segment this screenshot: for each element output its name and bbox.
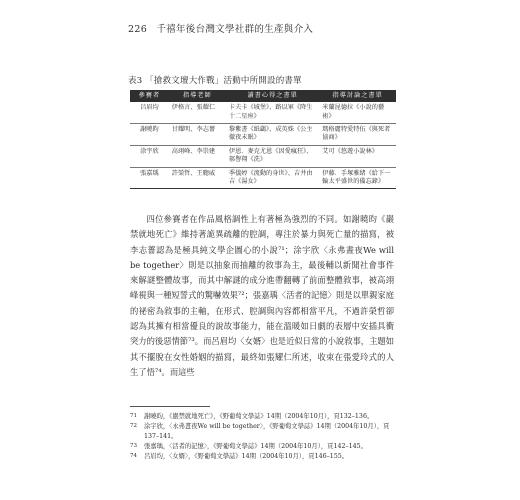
footnote-text: 呂眉均，〈女婿〉，《野葡萄文學誌》14期（2004年10月），頁146–155。 xyxy=(144,453,349,460)
table-row xyxy=(130,124,396,146)
cell-participant: 謝曉昀 xyxy=(130,124,169,146)
cell-report-books: 伊恩．麥克尤恩《因愛瘋狂》、郝譽翔《洗》 xyxy=(226,145,319,167)
footnotes xyxy=(130,412,396,462)
header-mentor: 指導老師 xyxy=(169,90,226,102)
footnote-divider xyxy=(130,406,210,407)
table-header-row xyxy=(130,90,396,102)
cell-discussion-books: 米蘭昆德拉《小說的藝術》 xyxy=(319,102,396,123)
cell-report-books: 黎紫書《紙鷂》、成英姝《公主徹夜未眠》 xyxy=(226,124,319,146)
reading-list-table xyxy=(130,90,396,189)
cell-participant: 呂眉均 xyxy=(130,102,169,123)
body-text xyxy=(130,212,394,380)
table-caption: 表3 「搶救文壇大作戰」活動中所開設的書單 xyxy=(128,76,302,86)
cell-mentor: 高翊峰、李崇建 xyxy=(169,145,226,167)
running-title: 千禧年後台灣文學社群的生產與介入 xyxy=(156,24,314,35)
cell-participant: 張嘉瑀 xyxy=(130,167,169,189)
footnote-number: 74 xyxy=(130,453,137,459)
body-paragraph: 四位參賽者在作品風格調性上有著極為強烈的不同。如謝曉昀《巖禁就地死亡》維持著詭異疏離的腔調，專注於暴力與死亡量的描寫，被李志薔認為是極具純文學企圖心的小說⁷¹；涂宇欣〈永弗晝夜We will be together〉則是以抽象而抽離的敘事為主，最後輔以新聞社會事件來解謎整體故事，而其中解謎的成分進帶翻轉了前面整體敘事，被高翊峰視與一種短誓式的驚嚇效果⁷²；張嘉瑀〈活者的記憶〉則是以單親家庭的祕密為敘事的主軸，在形式、腔調與內容都相當平凡，不過許榮哲卻認為其擁有相當優良的說故事能力，能在溫暖如日劇的表層中安插具衝突力的後惡情節⁷³。而呂眉均〈女婿〉也是近似日常的小說敘事，主題如其不擺脫在女性婚姻的描寫，最終如張耀仁所述，收束在張愛玲式的人生了悟⁷⁴。而這些 xyxy=(130,214,394,377)
footnote-number: 73 xyxy=(130,443,137,449)
cell-discussion-books: 艾可《悠遊小說林》 xyxy=(319,145,396,167)
table-row xyxy=(130,145,396,167)
page-number: 226 xyxy=(128,24,148,35)
footnote-item xyxy=(130,442,396,452)
table-row xyxy=(130,167,396,189)
footnote-text: 涂宇欣，〈永弗晝夜We will be together〉，《野葡萄文學誌》14期（2004年10月），頁137–141。 xyxy=(144,423,390,440)
running-header xyxy=(128,21,313,35)
table-row xyxy=(130,102,396,123)
header-participant: 參賽者 xyxy=(130,90,169,102)
footnote-text: 謝曉昀，《巖禁就地死亡》，《野葡萄文學誌》14期（2004年10月），頁132–136。 xyxy=(144,413,374,420)
cell-report-books: 季儀婷《流動的身世》、吉井由吉《湯女》 xyxy=(226,167,319,189)
header-report-books: 讀書心得之書單 xyxy=(226,90,319,102)
footnote-number: 72 xyxy=(130,423,137,429)
footnote-text: 張嘉瑀，〈活者的記憶〉，《野葡萄文學誌》14期（2004年10月），頁142–145。 xyxy=(144,443,367,450)
header-discussion-books: 指導討論之書單 xyxy=(319,90,396,102)
cell-report-books: 卡夫卡《城堡》、路以軍《降生十二星座》 xyxy=(226,102,319,123)
cell-discussion-books: 伊藤．手塚雅緒《給下一輪太平盛世的備忘錄》 xyxy=(319,167,396,189)
footnote-number: 71 xyxy=(130,413,137,419)
footnote-item xyxy=(130,412,396,422)
cell-mentor: 伊格言、張耀仁 xyxy=(169,102,226,123)
cell-discussion-books: 瑪格麗特愛特伍《與死者協商》 xyxy=(319,124,396,146)
cell-mentor: 許榮哲、王聰威 xyxy=(169,167,226,189)
cell-participant: 涂宇欣 xyxy=(130,145,169,167)
footnote-item xyxy=(130,452,396,462)
footnote-item xyxy=(130,422,396,442)
cell-mentor: 甘耀明、李志薔 xyxy=(169,124,226,146)
